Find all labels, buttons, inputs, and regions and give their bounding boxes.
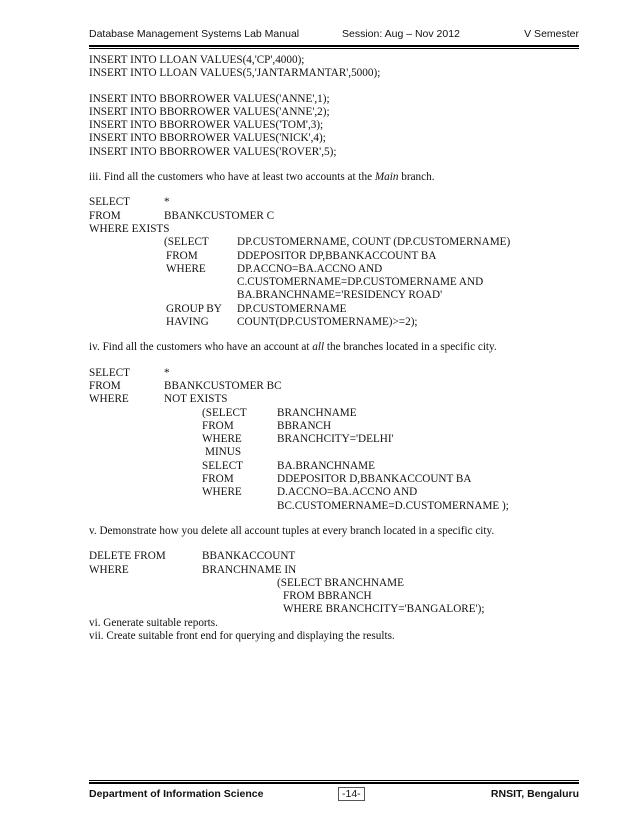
footer-department: Department of Information Science [89, 788, 264, 800]
code-text: NOT EXISTS [164, 393, 228, 406]
code-line [89, 119, 589, 132]
code-text: BA.BRANCHNAME [277, 459, 375, 472]
code-line [89, 500, 589, 513]
code-text: BRANCHNAME IN [202, 563, 297, 576]
header-rule [89, 45, 579, 47]
question-3 [89, 171, 589, 184]
code-text: SELECT [202, 459, 244, 472]
code-line [89, 367, 589, 380]
code-text: WHERE [202, 433, 242, 446]
code-text: FROM [89, 209, 121, 222]
code-line [89, 223, 589, 236]
code-line [89, 146, 589, 159]
code-line [89, 420, 589, 433]
code-line [89, 380, 589, 393]
code-line [89, 486, 589, 499]
code-text: HAVING [166, 316, 209, 329]
code-text: Main [374, 171, 399, 184]
code-text: INSERT INTO BBORROWER VALUES('ROVER',5); [89, 145, 337, 158]
code-text: iv. Find all the customers who have an account at [89, 341, 313, 354]
code-line [89, 407, 589, 420]
code-text: * [164, 196, 170, 209]
footer-institute: RNSIT, Bengaluru [490, 788, 579, 800]
page-header [89, 28, 579, 44]
code-text: DELETE FROM [89, 550, 166, 563]
page-body [89, 54, 589, 643]
code-line [89, 210, 589, 223]
code-text: FROM [89, 379, 121, 392]
code-line [89, 590, 589, 603]
code-line [89, 316, 589, 329]
code-line [89, 236, 589, 249]
code-line [89, 460, 589, 473]
code-text: vi. Generate suitable reports. [89, 616, 218, 629]
code-text: D.ACCNO=BA.ACCNO AND [277, 486, 418, 499]
code-text: all [312, 341, 325, 354]
code-text: BRANCHNAME [277, 406, 357, 419]
code-text: INSERT INTO BBORROWER VALUES('TOM',3); [89, 119, 324, 132]
code-text: C.CUSTOMERNAME=DP.CUSTOMERNAME AND [237, 276, 484, 289]
code-text: INSERT INTO BBORROWER VALUES('ANNE',2); [89, 105, 330, 118]
code-text: SELECT [89, 196, 131, 209]
code-text: WHERE BRANCHCITY='BANGALORE'); [283, 603, 485, 616]
code-text: BC.CUSTOMERNAME=D.CUSTOMERNAME ); [277, 499, 509, 512]
code-text: BRANCHCITY='DELHI' [277, 433, 394, 446]
code-text: INSERT INTO BBORROWER VALUES('ANNE',1); [89, 92, 330, 105]
code-text: FROM [202, 473, 234, 486]
code-line [89, 433, 589, 446]
code-text: BBRANCH [277, 419, 332, 432]
code-text: DP.ACCNO=BA.ACCNO AND [237, 262, 383, 275]
header-rule-thin [89, 48, 579, 49]
code-text: (SELECT [164, 236, 209, 249]
code-text: MINUS [205, 446, 242, 459]
question-4 [89, 341, 589, 354]
code-text: * [164, 366, 170, 379]
page-number: -14- [338, 787, 365, 801]
code-text: (SELECT [202, 406, 247, 419]
code-text: FROM BBRANCH [283, 590, 372, 603]
footer-rule [89, 782, 579, 784]
code-line [89, 289, 589, 302]
question-7 [89, 630, 589, 643]
code-text: iii. Find all the customers who have at least two accounts at the [89, 171, 375, 184]
code-text: DP.CUSTOMERNAME, COUNT (DP.CUSTOMERNAME) [237, 236, 511, 249]
code-line [89, 250, 589, 263]
header-semester: V Semester [524, 28, 579, 40]
code-text: DDEPOSITOR DP,BBANKACCOUNT BA [237, 249, 437, 262]
code-line [89, 473, 589, 486]
code-text: DDEPOSITOR D,BBANKACCOUNT BA [277, 473, 472, 486]
code-line [89, 93, 589, 106]
code-text: WHERE [202, 486, 242, 499]
code-text: WHERE [166, 262, 206, 275]
page-footer [89, 788, 579, 804]
code-text: WHERE EXISTS [89, 222, 170, 235]
code-text: BA.BRANCHNAME='RESIDENCY ROAD' [237, 289, 443, 302]
code-line [89, 550, 589, 563]
code-line [89, 132, 589, 145]
code-text: GROUP BY [166, 302, 222, 315]
code-text: INSERT INTO BBORROWER VALUES('NICK',4); [89, 132, 326, 145]
code-text: vii. Create suitable front end for querying and displaying the results. [89, 629, 395, 642]
code-text: COUNT(DP.CUSTOMERNAME)>=2); [237, 316, 418, 329]
code-text: branch. [398, 171, 435, 184]
code-text: SELECT [89, 366, 131, 379]
header-session: Session: Aug – Nov 2012 [342, 28, 460, 40]
code-text: FROM [166, 249, 198, 262]
code-text: v. Demonstrate how you delete all account tuples at every branch located in a specific city. [89, 524, 495, 537]
code-text: BBANKACCOUNT [202, 550, 296, 563]
code-text: WHERE [89, 563, 129, 576]
code-text: DP.CUSTOMERNAME [237, 302, 347, 315]
code-line [89, 577, 589, 590]
code-line [89, 196, 589, 209]
header-title: Database Management Systems Lab Manual [89, 28, 300, 40]
code-text: the branches located in a specific city. [324, 341, 497, 354]
code-line [89, 564, 589, 577]
code-line [89, 263, 589, 276]
code-text: INSERT INTO LLOAN VALUES(5,'JANTARMANTAR',5000); [89, 67, 381, 80]
code-line [89, 67, 589, 80]
code-text: INSERT INTO LLOAN VALUES(4,'CP',4000); [89, 54, 305, 66]
code-line [89, 393, 589, 406]
code-line [89, 276, 589, 289]
code-line [89, 446, 589, 459]
question-6 [89, 617, 589, 630]
code-text: BBANKCUSTOMER C [164, 209, 275, 222]
code-text: WHERE [89, 393, 129, 406]
code-line [89, 303, 589, 316]
code-text: FROM [202, 419, 234, 432]
code-text: BBANKCUSTOMER BC [164, 379, 282, 392]
question-5 [89, 525, 589, 538]
code-line [89, 54, 589, 67]
footer-rule-thin [89, 780, 579, 781]
code-line [89, 603, 589, 616]
code-text: (SELECT BRANCHNAME [277, 576, 404, 589]
code-line [89, 106, 589, 119]
